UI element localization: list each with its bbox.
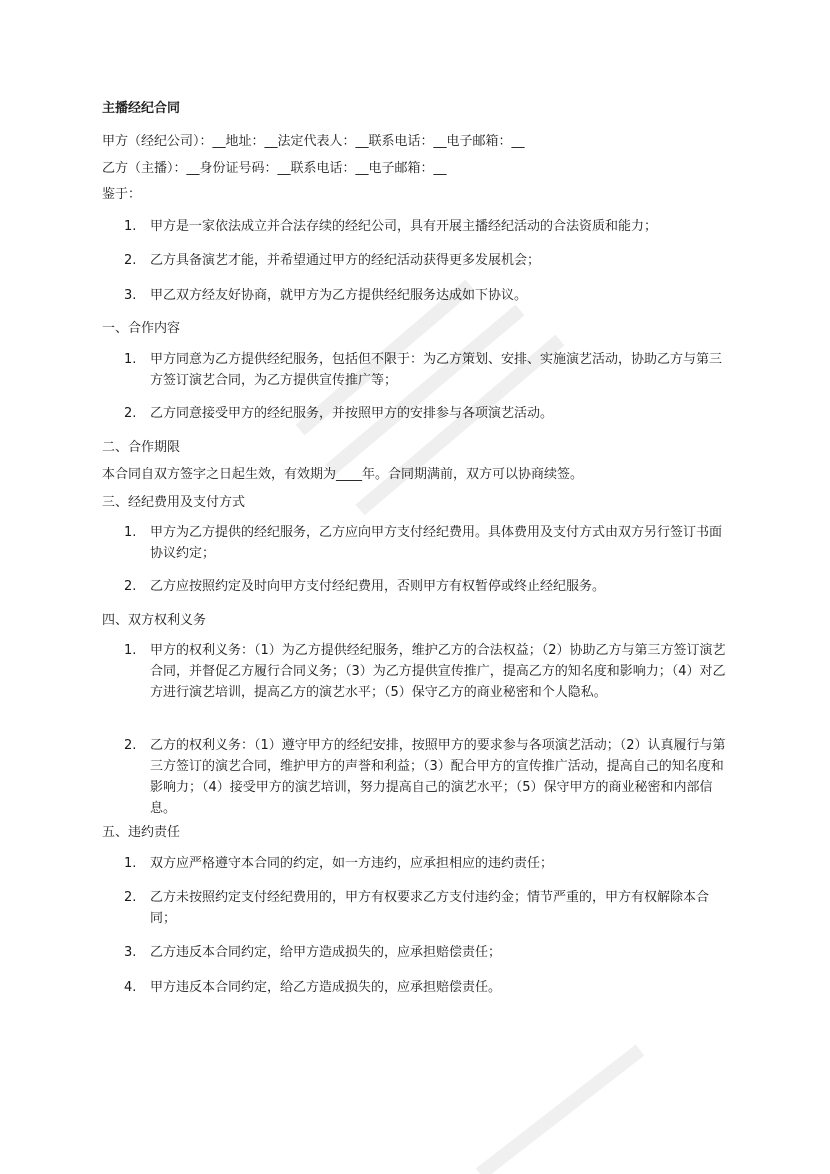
party-b-line: 乙方（主播）：__身份证号码：__联系电话：__电子邮箱：__ <box>102 161 447 176</box>
item-text: 甲方的权利义务：（1）为乙方提供经纪服务，维护乙方的合法权益；（2）协助乙方与第三方签订演艺合同，并督促乙方履行合同义务；（3）为乙方提供宣传推广，提高乙方的知名度和影响力；（4）对乙方进行演艺培训，提高乙方的演艺水平；（5）保守乙方的商业秘密和个人隐私。 <box>150 643 726 700</box>
item-text: 双方应严格遵守本合同的约定，如一方违约，应承担相应的违约责任； <box>150 856 554 871</box>
item-number: 3. <box>124 288 137 303</box>
item-text: 乙方应按照约定及时向甲方支付经纪费用，否则甲方有权暂停或终止经纪服务。 <box>150 579 606 594</box>
item-number: 1. <box>124 643 137 658</box>
section-item <box>124 403 730 424</box>
section-heading-cooperation: 一、合作内容 <box>102 321 181 336</box>
whereas-item <box>124 250 730 271</box>
section-item <box>124 349 730 391</box>
section-heading-term: 二、合作期限 <box>102 440 181 455</box>
item-number: 1. <box>124 525 137 540</box>
item-number: 3. <box>124 945 137 960</box>
item-text: 甲方违反本合同约定，给乙方造成损失的，应承担赔偿责任。 <box>150 980 502 995</box>
item-number: 2. <box>124 890 137 905</box>
item-number: 1. <box>124 219 137 234</box>
section-item <box>124 853 730 874</box>
whereas-item <box>124 216 730 237</box>
item-number: 2. <box>124 253 137 268</box>
section-item <box>124 887 730 929</box>
section-item <box>124 576 730 597</box>
section-item <box>124 735 730 819</box>
whereas-label: 鉴于： <box>102 187 142 202</box>
item-text: 甲方同意为乙方提供经纪服务，包括但不限于：为乙方策划、安排、实施演艺活动，协助乙方与第三方签订演艺合同，为乙方提供宣传推广等； <box>150 352 723 388</box>
document-title: 主播经纪合同 <box>102 101 181 116</box>
section-item <box>124 942 730 963</box>
party-a-line: 甲方（经纪公司）：__地址：__法定代表人：__联系电话：__电子邮箱：__ <box>102 134 525 149</box>
item-number: 2. <box>124 579 137 594</box>
item-text: 乙方具备演艺才能，并希望通过甲方的经纪活动获得更多发展机会； <box>150 253 541 268</box>
section-heading-liability: 五、违约责任 <box>102 825 181 840</box>
item-text: 甲方为乙方提供的经纪服务，乙方应向甲方支付经纪费用。具体费用及支付方式由双方另行签订书面协议约定； <box>150 525 723 561</box>
item-text: 乙方的权利义务：（1）遵守甲方的经纪安排，按照甲方的要求参与各项演艺活动；（2）认真履行与第三方签订的演艺合同，维护甲方的声誉和利益；（3）配合甲方的宣传推广活动，提高自己的知名度和影响力；（4）接受甲方的演艺培训，努力提高自己的演艺水平；（5）保守甲方的商业秘密和内部信息。 <box>150 738 726 816</box>
item-text: 乙方未按照约定支付经纪费用的，甲方有权要求乙方支付违约金；情节严重的，甲方有权解除本合同； <box>150 890 710 926</box>
item-text: 乙方违反本合同约定，给甲方造成损失的，应承担赔偿责任； <box>150 945 502 960</box>
section-heading-fees: 三、经纪费用及支付方式 <box>102 495 246 510</box>
whereas-item <box>124 285 730 306</box>
section-item <box>124 640 730 703</box>
section-item <box>124 522 730 564</box>
item-text: 乙方同意接受甲方的经纪服务，并按照甲方的安排参与各项演艺活动。 <box>150 406 554 421</box>
section-heading-rights: 四、双方权利义务 <box>102 613 207 628</box>
item-number: 2. <box>124 406 137 421</box>
item-number: 1. <box>124 352 137 367</box>
item-number: 1. <box>124 856 137 871</box>
item-number: 4. <box>124 980 137 995</box>
item-number: 2. <box>124 738 137 753</box>
item-text: 甲乙双方经友好协商，就甲方为乙方提供经纪服务达成如下协议。 <box>150 288 528 303</box>
term-paragraph: 本合同自双方签字之日起生效，有效期为____年。合同期满前，双方可以协商续签。 <box>102 467 584 482</box>
item-text: 甲方是一家依法成立并合法存续的经纪公司，具有开展主播经纪活动的合法资质和能力； <box>150 219 658 234</box>
section-item <box>124 977 730 998</box>
